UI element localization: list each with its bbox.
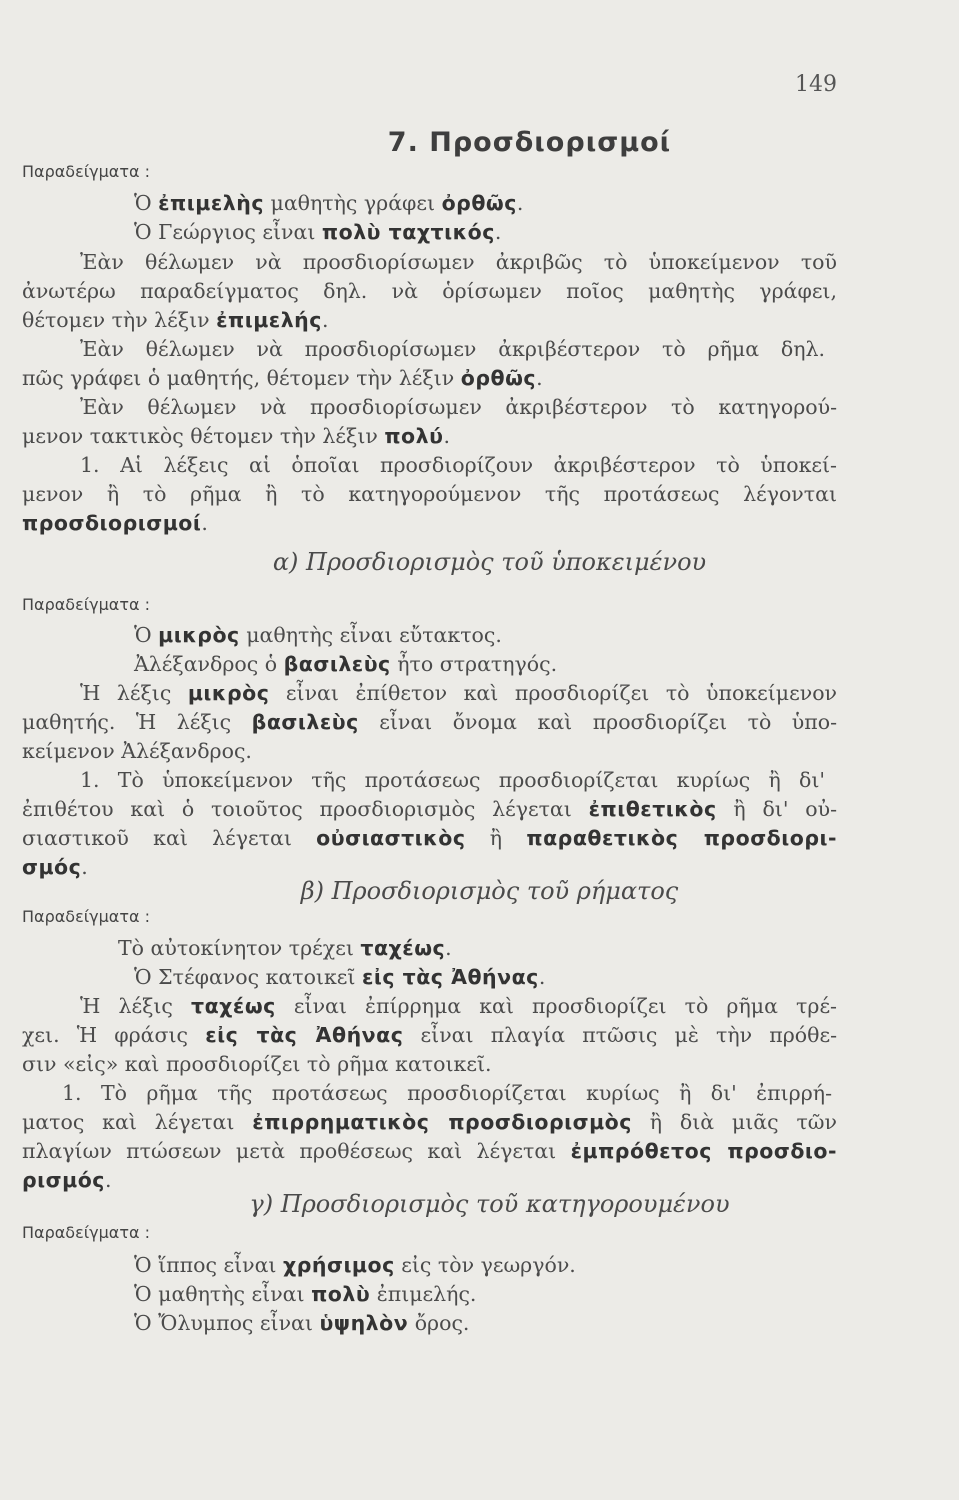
emphasized-term: μικρὸς (158, 623, 240, 647)
text-run: Ὁ (134, 191, 159, 215)
text-run: χει. Ἡ φράσις (22, 1023, 206, 1047)
text-run: . (321, 308, 329, 332)
text-run: Ἡ λέξις (80, 994, 192, 1018)
emphasized-term: βασιλεὺς (283, 652, 391, 676)
text-run: ἢ δι' οὐ- (716, 797, 837, 821)
emphasized-term: μικρὸς (187, 681, 270, 705)
text-run: Ἐὰν θέλωμεν νὰ προσδιορίσωμεν ἀκριβέστερον τὸ κατηγορού- (80, 395, 837, 419)
text-run: . (516, 191, 524, 215)
examples-label: Παραδείγματα : (22, 1223, 150, 1242)
emphasized-term: χρήσιμος (282, 1253, 395, 1277)
emphasized-term: πολὺ ταχτικός (321, 220, 495, 244)
text-run: . (81, 855, 88, 879)
text-line (80, 337, 825, 361)
text-line (62, 1081, 832, 1105)
text-run: Ὁ Γεώργιος εἶναι (134, 220, 322, 244)
text-line (22, 511, 208, 535)
text-run: 1. Αἱ λέξεις αἱ ὁποῖαι προσδιορίζουν ἀκριβέστερον τὸ ὑποκεί- (80, 453, 837, 477)
emphasized-term: σμός (22, 855, 82, 879)
text-line (22, 366, 543, 390)
text-run: ἦτο στρατηγός. (390, 652, 558, 676)
text-run: 1. Τὸ ρῆμα τῆς προτάσεως προσδιορίζεται κυρίως ἢ δι' ἐπιρρή- (62, 1081, 832, 1105)
text-line (134, 1253, 576, 1277)
text-line (22, 739, 252, 763)
text-run: μαθητὴς εἶναι εὔτακτος. (239, 623, 502, 647)
emphasized-term: ταχέως (360, 936, 446, 960)
text-line (22, 710, 837, 734)
text-line (134, 965, 545, 989)
text-line (80, 395, 837, 419)
text-run: . (104, 1168, 112, 1192)
examples-label: Παραδείγματα : (22, 595, 150, 614)
text-run: . (538, 965, 546, 989)
text-run: Ἡ λέξις (80, 681, 188, 705)
text-run: . (445, 936, 452, 960)
emphasized-term: πολύ (384, 424, 444, 448)
text-run: εἶναι ὄνομα καὶ προσδιορίζει τὸ ὑπο- (358, 710, 837, 734)
text-line (80, 250, 837, 274)
text-line (22, 1139, 837, 1163)
emphasized-term: ὑψηλὸν (319, 1311, 409, 1335)
text-run: Ἀλέξανδρος ὁ (134, 652, 284, 676)
emphasized-term: ταχέως (191, 994, 276, 1018)
emphasized-term: ἐπιμελὴς (158, 191, 264, 215)
text-line (134, 623, 502, 647)
text-line (22, 826, 837, 850)
text-run: πλαγίων πτώσεων μετὰ προθέσεως καὶ λέγεται (22, 1139, 571, 1163)
emphasized-term: προσδιορισμοί (22, 511, 202, 535)
text-run: . (443, 424, 450, 448)
emphasized-term: ρισμός (22, 1168, 105, 1192)
text-run: σιν «εἰς» καὶ προσδιορίζει τὸ ρῆμα κατοικεῖ. (22, 1052, 492, 1076)
text-line (22, 1052, 492, 1076)
text-line (22, 1110, 837, 1134)
text-run: ἢ (465, 826, 527, 850)
text-run: Ὁ ἵππος εἶναι (134, 1253, 283, 1277)
text-run: ἢ διὰ μιᾶς τῶν (631, 1110, 837, 1134)
text-run: Ὁ (134, 623, 159, 647)
text-run: Τὸ αὐτοκίνητον τρέχει (118, 936, 361, 960)
text-run: Ὁ μαθητὴς εἶναι (134, 1282, 312, 1306)
emphasized-term: παραθετικὸς προσδιορι- (526, 826, 837, 850)
text-run: εἶναι πλαγία πτῶσις μὲ τὴν πρόθε- (403, 1023, 837, 1047)
text-run: μαθητὴς γράφει (263, 191, 442, 215)
text-run: ὄρος. (408, 1311, 470, 1335)
text-run: εἶναι ἐπίθετον καὶ προσδιορίζει τὸ ὑποκείμενον (269, 681, 838, 705)
text-line (80, 681, 837, 705)
text-run: ματος καὶ λέγεται (22, 1110, 253, 1134)
text-line (134, 1282, 476, 1306)
text-line (134, 220, 501, 244)
text-line (22, 797, 837, 821)
text-run: θέτομεν τὴν λέξιν (22, 308, 217, 332)
examples-label: Παραδείγματα : (22, 162, 150, 181)
text-run: κείμενον Ἀλέξανδρος. (22, 739, 252, 763)
text-run: ἀνωτέρω παραδείγματος δηλ. νὰ ὁρίσωμεν ποῖος μαθητὴς γράφει, (22, 279, 837, 303)
text-run: . (536, 366, 543, 390)
text-line (22, 482, 837, 506)
text-run: εἰς τὸν γεωργόν. (394, 1253, 576, 1277)
text-run: μενον ἢ τὸ ρῆμα ἢ τὸ κατηγορούμενον τῆς προτάσεως λέγονται (22, 482, 837, 506)
section-heading-c: γ) Προσδιορισμὸς τοῦ κατηγορουμένου (249, 1190, 730, 1218)
text-line (22, 1168, 111, 1192)
text-run: μαθητής. Ἡ λέξις (22, 710, 252, 734)
text-line (22, 855, 88, 879)
emphasized-term: εἰς τὰς Ἀθήνας (361, 965, 539, 989)
page-number: 149 (795, 72, 837, 97)
text-run: Ἐὰν θέλωμεν νὰ προσδιορίσωμεν ἀκριβέστερον τὸ ρῆμα δηλ. (80, 337, 825, 361)
emphasized-term: εἰς τὰς Ἀθήνας (205, 1023, 404, 1047)
text-line (80, 994, 837, 1018)
text-run: . (201, 511, 208, 535)
section-heading-a: α) Προσδιορισμὸς τοῦ ὑποκειμένου (272, 548, 707, 576)
emphasized-term: ἐπιθετικὸς (588, 797, 717, 821)
emphasized-term: ὀρθῶς (441, 191, 517, 215)
text-line (80, 768, 825, 792)
emphasized-term: ἐμπρόθετος προσδιο- (570, 1139, 837, 1163)
text-line (118, 936, 452, 960)
text-line (22, 279, 837, 303)
text-run: πῶς γράφει ὁ μαθητής, θέτομεν τὴν λέξιν (22, 366, 461, 390)
emphasized-term: πολὺ (311, 1282, 371, 1306)
emphasized-term: ἐπιρρηματικὸς προσδιορισμὸς (252, 1110, 632, 1134)
text-line (22, 1023, 837, 1047)
text-line (22, 424, 450, 448)
text-line (134, 652, 557, 676)
text-line (80, 453, 837, 477)
text-line (22, 308, 328, 332)
text-run: 1. Τὸ ὑποκείμενον τῆς προτάσεως προσδιορίζεται κυρίως ἢ δι' (80, 768, 825, 792)
emphasized-term: βασιλεὺς (251, 710, 359, 734)
chapter-title: 7. Προσδιορισμοί (387, 127, 672, 158)
text-run: ἐπιθέτου καὶ ὁ τοιοῦτος προσδιορισμὸς λέγεται (22, 797, 589, 821)
section-heading-b: β) Προσδιορισμὸς τοῦ ρήματος (300, 877, 679, 905)
text-run: . (494, 220, 502, 244)
text-run: μενον τακτικὸς θέτομεν τὴν λέξιν (22, 424, 385, 448)
emphasized-term: ὀρθῶς (460, 366, 537, 390)
text-run: εἶναι ἐπίρρημα καὶ προσδιορίζει τὸ ρῆμα τρέ- (275, 994, 837, 1018)
text-run: Ὁ Στέφανος κατοικεῖ (134, 965, 362, 989)
text-line (134, 1311, 469, 1335)
emphasized-term: οὐσιαστικὸς (316, 826, 466, 850)
text-run: ἐπιμελής. (370, 1282, 477, 1306)
text-line (134, 191, 523, 215)
text-run: Ὁ Ὄλυμπος εἶναι (134, 1311, 320, 1335)
text-run: σιαστικοῦ καὶ λέγεται (22, 826, 317, 850)
emphasized-term: ἐπιμελής (216, 308, 322, 332)
examples-label: Παραδείγματα : (22, 907, 150, 926)
text-run: Ἐὰν θέλωμεν νὰ προσδιορίσωμεν ἀκριβῶς τὸ ὑποκείμενον τοῦ (80, 250, 837, 274)
